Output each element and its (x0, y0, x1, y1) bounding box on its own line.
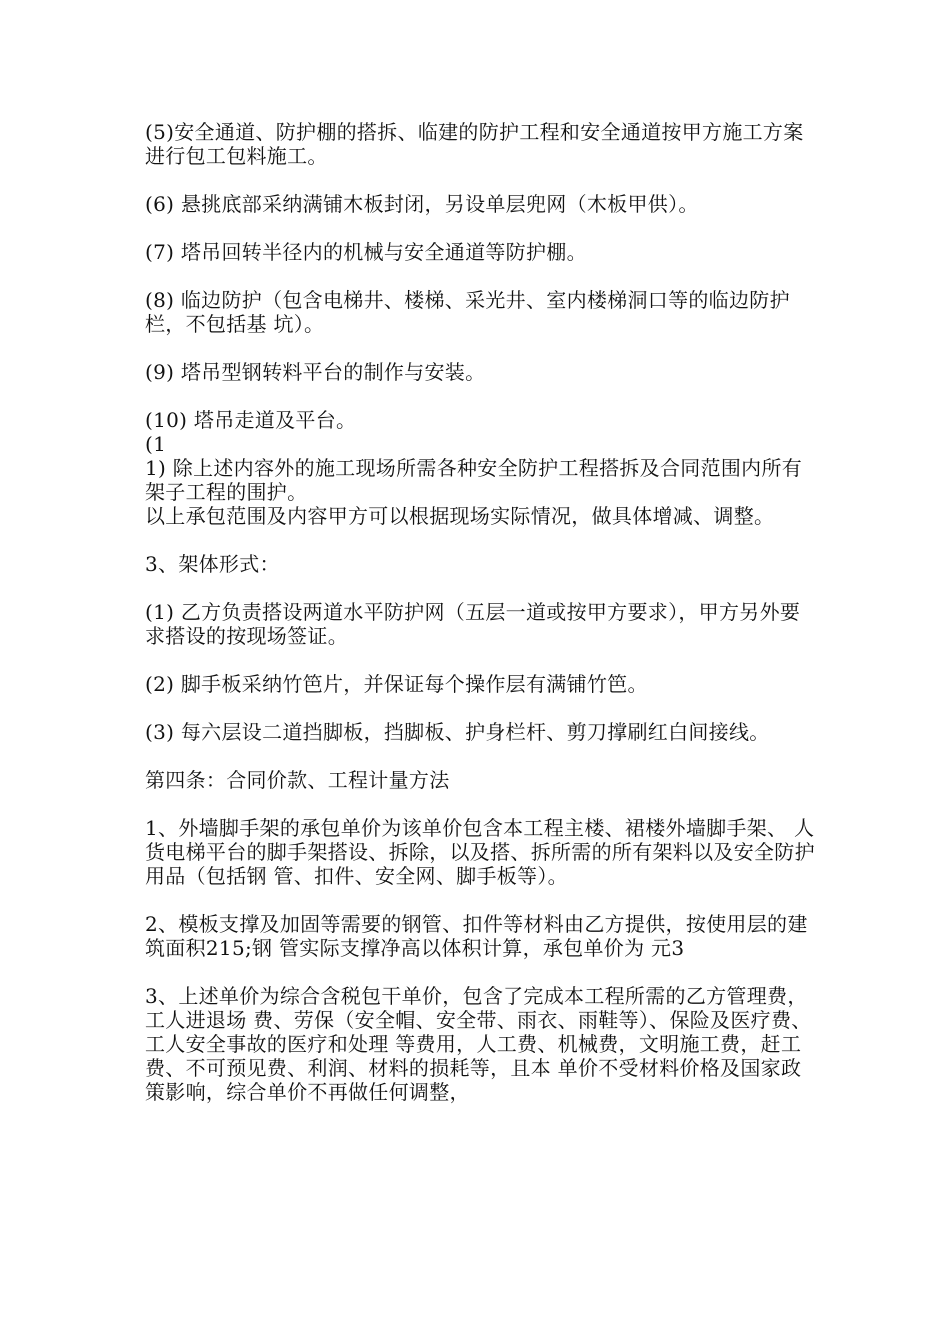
paragraph-frame-1: (1) 乙方负责搭设两道水平防护网（五层一道或按甲方要求），甲方另外要求搭设的按现场签证。 (145, 600, 801, 648)
paragraph-price-2: 2、模板支撑及加固等需要的钢管、扣件等材料由乙方提供，按使用层的建筑面积215;钢 管实际支撑净高以体积计算，承包单价为 元3 (145, 912, 808, 960)
document-body (145, 120, 815, 1104)
paragraph-item-7: (7) 塔吊回转半径内的机械与安全通道等防护棚。 (145, 240, 587, 264)
paragraph-item-9: (9) 塔吊型钢转料平台的制作与安装。 (145, 360, 486, 384)
paragraph-price-1: 1、外墙脚手架的承包单价为该单价包含本工程主楼、裙楼外墙脚手架、 人货电梯平台的脚手架搭设、拆除，以及搭、拆所需的所有架料以及安全防护用品（包括钢 管、扣件、安全网、脚手板等）。 (145, 816, 815, 888)
section-heading-frame-form: 3、架体形式： (145, 552, 280, 576)
article-four-heading: 第四条：合同价款、工程计量方法 (145, 768, 450, 792)
paragraph-item-11: 1) 除上述内容外的施工现场所需各种安全防护工程搭拆及合同范围内所有架子工程的围护。 (145, 456, 803, 504)
paragraph-scope-note: 以上承包范围及内容甲方可以根据现场实际情况，做具体增减、调整。 (145, 504, 775, 528)
paragraph-item-8: (8) 临边防护（包含电梯井、楼梯、采光井、室内楼梯洞口等的临边防护栏，不包括基 坑）。 (145, 288, 790, 336)
paragraph-item-6: (6) 悬挑底部采纳满铺木板封闭，另设单层兜网（木板甲供）。 (145, 192, 699, 216)
paragraph-price-3: 3、上述单价为综合含税包干单价，包含了完成本工程所需的乙方管理费，工人进退场 费、劳保（安全帽、安全带、雨衣、雨鞋等）、保险及医疗费、工人安全事故的医疗和处理 等费用，人工费、机械费，文明施工费，赶工费、不可预见费、利润、材料的损耗等，且本 单价不受材料价格及国家政策影响，综合单价不再做任何调整， (145, 984, 812, 1104)
paragraph-item-5: (5)安全通道、防护棚的搭拆、临建的防护工程和安全通道按甲方施工方案进行包工包料施工。 (145, 120, 804, 168)
paragraph-item-10: (10) 塔吊走道及平台。 (145, 408, 357, 432)
paragraph-item-11-prefix: (1 (145, 432, 167, 456)
paragraph-frame-3: (3) 每六层设二道挡脚板，挡脚板、护身栏杆、剪刀撑刷红白间接线。 (145, 720, 770, 744)
paragraph-frame-2: (2) 脚手板采纳竹笆片，并保证每个操作层有满铺竹笆。 (145, 672, 648, 696)
